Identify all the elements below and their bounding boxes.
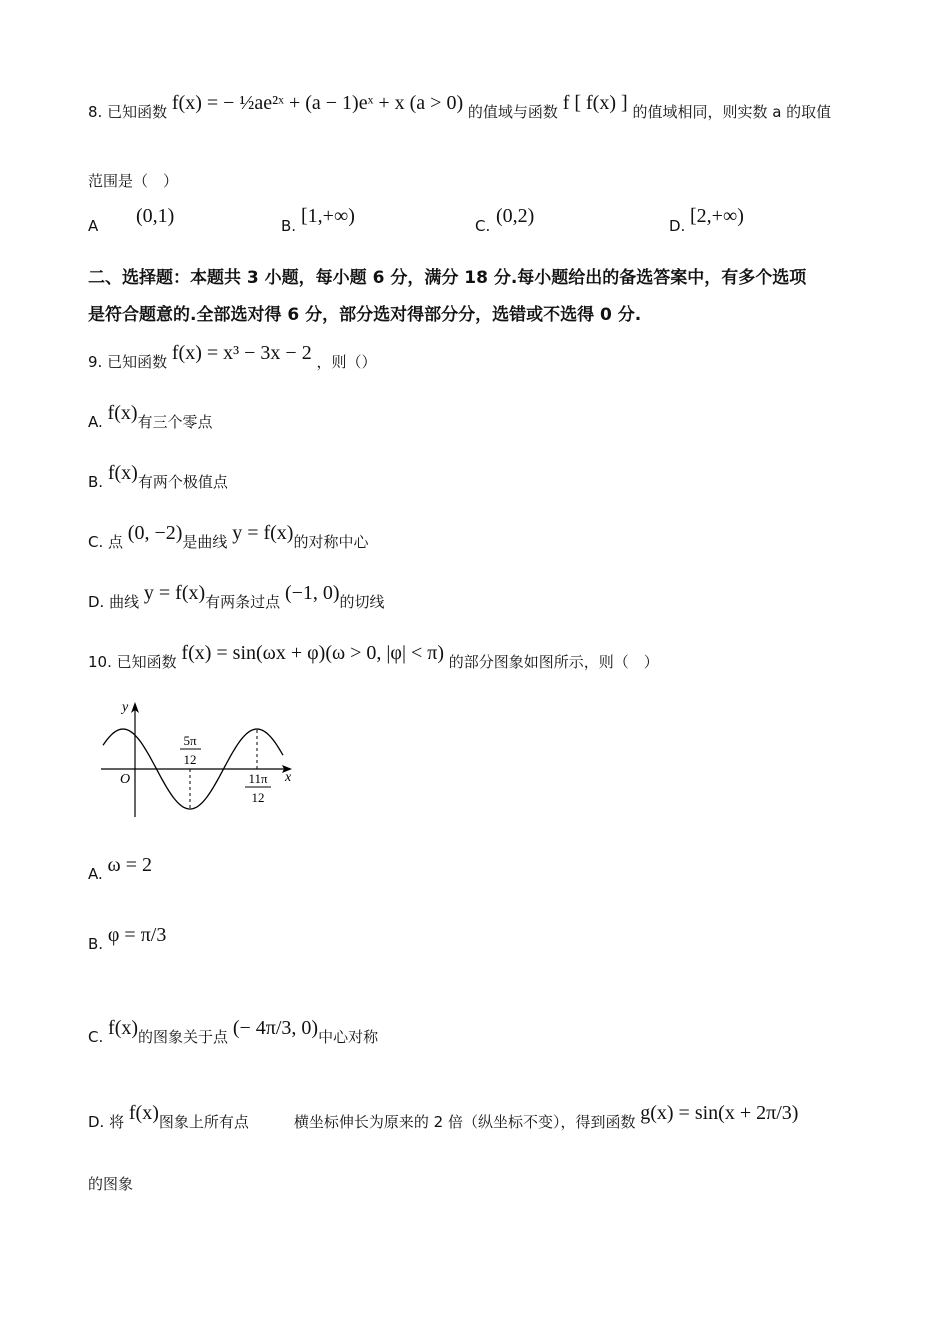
q10-option-a: [88, 854, 152, 885]
option-math: ω = 2: [107, 854, 152, 876]
option-label: C. 点: [88, 533, 124, 551]
option-label: D. 将: [88, 1113, 125, 1131]
q8-option-c-label: C.: [475, 217, 491, 235]
sine-graph: [95, 695, 305, 820]
option-text: 有三个零点: [137, 413, 213, 431]
section-heading-line1: 二、选择题：本题共 3 小题，每小题 6 分，满分 18 分.每小题给出的备选答案中，有多个选项: [88, 268, 807, 288]
option-label: B.: [88, 473, 104, 491]
option-text2: 的对称中心: [293, 533, 369, 551]
option-math: (0, −2): [127, 522, 183, 544]
option-math2: (−1, 0): [284, 582, 340, 604]
q9-formula: f(x) = x³ − 3x − 2: [171, 342, 312, 364]
q10-option-c: [88, 1017, 379, 1048]
option-math: f(x): [128, 1102, 159, 1124]
option-math: φ = π/3: [107, 924, 167, 946]
q8-option-d-value: [2,+∞): [690, 205, 744, 227]
option-math2: y = f(x): [232, 522, 294, 544]
option-text: 有两个极值点: [137, 473, 228, 491]
q9-option-b: [88, 462, 228, 493]
q10-option-b: [88, 924, 167, 955]
option-label: C.: [88, 1028, 104, 1046]
option-text: 是曲线: [182, 533, 228, 551]
q9-option-c: [88, 522, 369, 553]
option-label: A.: [88, 865, 103, 883]
section-heading-line2: 是符合题意的.全部选对得 6 分，部分选对得部分分，选错或不选得 0 分.: [88, 305, 642, 325]
q10-prefix: 10. 已知函数: [88, 653, 177, 671]
tick1-numerator: 5π: [183, 733, 197, 748]
origin-label: O: [120, 772, 131, 787]
option-math: f(x): [107, 402, 138, 424]
q8-option-a-label: A: [88, 217, 99, 235]
q8-suffix: 的值域相同，则实数 a 的取值: [632, 103, 832, 121]
y-label: y: [122, 700, 129, 715]
q8-option-b-value: [1,+∞): [301, 205, 355, 227]
q9-option-a: [88, 402, 213, 433]
q8-mid: 的值域与函数: [467, 103, 558, 121]
q8-option-a-value: (0,1): [136, 205, 175, 227]
q10-option-d-line2: 的图象: [88, 1175, 134, 1193]
tick2-numerator: 11π: [248, 771, 268, 786]
option-math: f(x): [108, 1017, 139, 1039]
question-8: [88, 92, 832, 123]
option-label: B.: [88, 935, 104, 953]
q8-formula: f(x) = − ½ae²ˣ + (a − 1)eˣ + x (a > 0): [171, 92, 464, 114]
q8-option-c-value: (0,2): [496, 205, 535, 227]
question-10: [88, 642, 659, 673]
option-text2: 中心对称: [318, 1028, 379, 1046]
question-9: [88, 342, 377, 373]
option-math2: g(x) = sin(x + 2π/3): [640, 1102, 799, 1124]
option-text2: 的切线: [339, 593, 385, 611]
x-label: x: [285, 770, 292, 785]
q8-option-b-label: B.: [281, 217, 297, 235]
tick2-denominator: 12: [251, 790, 265, 805]
q10-formula: f(x) = sin(ωx + φ)(ω > 0, |φ| < π): [181, 642, 445, 664]
q8-prefix: 8. 已知函数: [88, 103, 168, 121]
q9-suffix: ，则（）: [316, 353, 377, 371]
option-math: y = f(x): [143, 582, 206, 604]
option-math2: (− 4π/3, 0): [232, 1017, 319, 1039]
option-math: f(x): [107, 462, 138, 484]
q8-line2: 范围是（ ）: [88, 172, 179, 190]
option-label: D. 曲线: [88, 593, 140, 611]
option-text: 的图象关于点: [138, 1028, 229, 1046]
q8-options: [88, 205, 868, 235]
q10-option-d: [88, 1102, 799, 1133]
q8-option-d-label: D.: [669, 217, 686, 235]
q8-formula2: f [ f(x) ]: [562, 92, 628, 114]
q10-suffix: 的部分图象如图所示，则（ ）: [448, 653, 659, 671]
q9-option-d: [88, 582, 385, 613]
option-text: 有两条过点: [205, 593, 281, 611]
tick1-denominator: 12: [183, 752, 197, 767]
q9-prefix: 9. 已知函数: [88, 353, 168, 371]
option-label: A.: [88, 413, 103, 431]
option-text: 图象上所有点 横坐标伸长为原来的 2 倍（纵坐标不变），得到函数: [158, 1113, 636, 1131]
